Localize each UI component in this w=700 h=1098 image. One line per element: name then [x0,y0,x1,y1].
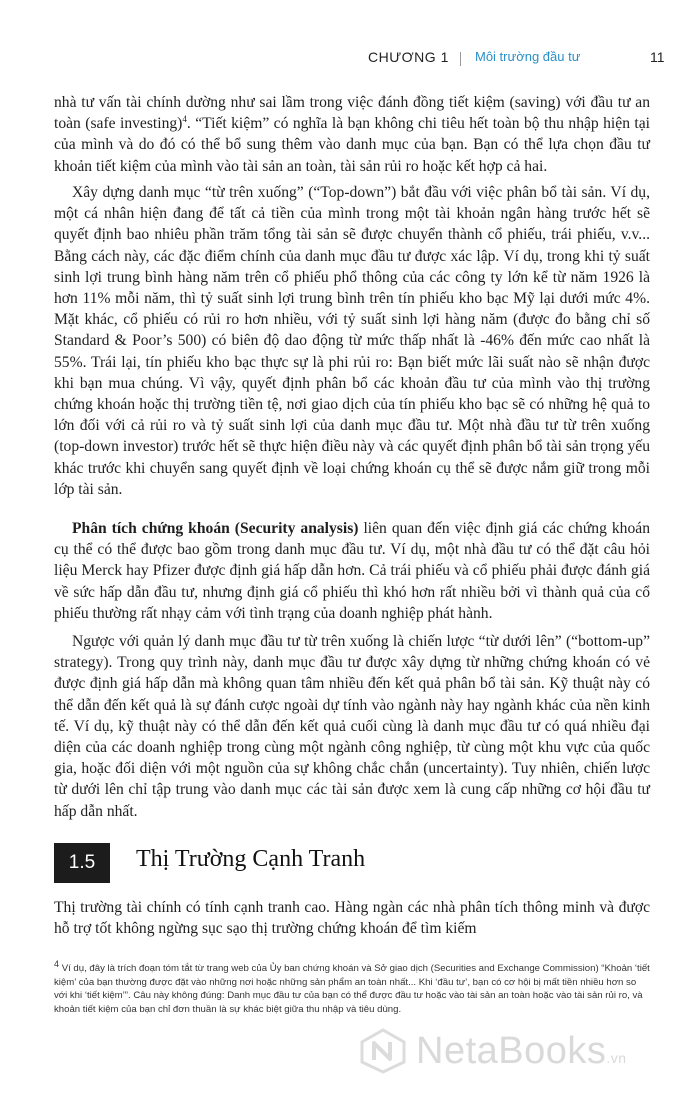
chapter-label: CHƯƠNG 1 [368,49,449,65]
watermark-brand: NetaBooks [416,1030,607,1072]
footnote-mark: 4 [54,958,60,969]
section-number-box: 1.5 [54,843,110,883]
chapter-title: Môi trường đầu tư [475,49,581,64]
paragraph-5: Thị trường tài chính có tính cạnh tranh cao. Hàng ngàn các nhà phân tích thông minh và được hỗ trợ tốt không ngừng sục sạo thị trường chứng khoán để tìm kiếm [54,899,650,938]
paragraph-1-text-a: nhà tư vấn tài chính dường như sai lầm trong việc đánh đồng tiết kiệm (saving) với đầu tư an toàn (safe investing) [54,94,650,133]
paragraph-1 [54,92,650,177]
watermark-suffix: .vn [606,1050,627,1066]
running-header [0,48,700,70]
paragraph-2: Xây dựng danh mục “từ trên xuống” (“Top-down”) bắt đầu với việc phân bổ tài sản. Ví dụ, một cá nhân hiện đang để tất cả tiền của mình trong một tài khoản ngân hàng trước hết sẽ quyết định bao nhiêu phần trăm tổng tài sản sẽ được chuyển thành cổ phiếu, trái phiếu, v.v... Bằng cách này, các đặc điểm chính của danh mục đầu tư được xác lập. Ví dụ, trong khi tỷ suất sinh lợi trung bình hàng năm trên cổ phiếu phổ thông của các công ty lớn kể từ năm 1926 là hơn 11% mỗi năm, thì tỷ suất sinh lợi trung bình trên tín phiếu kho bạc Mỹ lại dưới mức 4%. Mặt khác, cổ phiếu có rủi ro hơn nhiều, với tỷ suất sinh lợi hàng năm (được đo bằng chỉ số Standard & Poor’s 500) có biên độ dao động từ mức thấp nhất là -46% đến mức cao nhất là 55%. Trái lại, tín phiếu kho bạc thực sự là phi rủi ro: Bạn biết mức lãi suất nào sẽ nhận được khi bạn mua chúng. Vì vậy, quyết định phân bổ các khoản đầu tư của mình vào thị trường chứng khoán hoặc thị trường tiền tệ, nơi giao dịch của tín phiếu kho bạc sẽ có những hệ quả to lớn đối với cả rủi ro và tỷ suất sinh lợi của danh mục đầu tư. Một nhà đầu tư từ trên xuống (top-down investor) trước hết sẽ thực hiện điều này và các quyết định phân bổ tài sản trọng yếu khác trước khi chuyển sang quyết định về loại chứng khoán cụ thể sẽ được nắm giữ trong mỗi lớp tài sản. [54,184,650,498]
watermark [360,1022,690,1086]
term-security-analysis: Phân tích chứng khoán (Security analysis) [72,520,359,537]
paragraph-4: Ngược với quản lý danh mục đầu tư từ trên xuống là chiến lược “từ dưới lên” (“bottom-up” strategy). Trong quy trình này, danh mục đầu tư được xây dựng từ những chứng khoán có vẻ được định giá hấp dẫn mà không quan tâm nhiều đến kết quả phân bổ tài sản. Kỹ thuật này có thể dẫn đến kết quả là sự đánh cược ngoài dự tính vào ngành này hay ngành khác của nền kinh tế. Ví dụ, kỹ thuật này có thể dẫn đến kết quả cuối cùng là danh mục đầu tư có quá nhiều đại diện của các doanh nghiệp trong cùng một ngành công nghiệp, từ cùng một khu vực của quốc gia, hoặc đối diện với một nguồn của sự không chắc chắn (uncertainty). Tuy nhiên, chiến lược từ dưới lên chỉ tập trung vào danh mục các tài sản được xem là cung cấp những cơ hội đầu tư hấp dẫn nhất. [54,633,650,820]
section-heading [54,843,650,885]
page-number: 11 [650,49,665,65]
netabooks-logo-icon [360,1028,406,1074]
paragraph-1-text-b: . “Tiết kiệm” có nghĩa là bạn không chi tiêu hết toàn bộ thu nhập hiện tại của mình và do đó có thể bổ sung thêm vào danh mục của bạn. Bạn có thể lựa chọn đầu tư khoản tiết kiệm của mình vào tài sản an toàn, tài sản rủi ro hoặc kết hợp cả hai. [54,115,651,175]
header-divider [460,52,461,66]
section-title: Thị Trường Cạnh Tranh [136,846,366,872]
footnote [54,958,650,1016]
watermark-text [416,1030,627,1073]
footnote-ref[interactable]: 4 [182,114,187,125]
paragraph-3-text: liên quan đến việc định giá các chứng khoán cụ thể có thể được bao gồm trong danh mục đầu tư. Ví dụ, một nhà đầu tư có thể đặt câu hỏi liệu Merck hay Pfizer được định giá hấp dẫn hơn. Cả trái phiếu và cổ phiếu phải được đánh giá về sức hấp dẫn đầu tư, nhưng định giá cổ phiếu thì khó hơn rất nhiều bởi vì thành quả của cổ phiếu thường rất nhạy cảm với tình trạng của doanh nghiệp phát hành. [54,520,650,622]
footnote-text: Ví dụ, đây là trích đoạn tóm tắt từ trang web của Ủy ban chứng khoán và Sở giao dịch (Securities and Exchange Commission) “Khoản ‘tiết kiệm’ của bạn thường được đặt vào những nơi hoặc những sản phẩm an toàn nhất... Khi ‘đầu tư’, bạn có cơ hội bị mất tiền nhiều hơn so với khi ‘tiết kiệm’”. Câu này không đúng: Danh mục đầu tư của bạn có thể được đầu tư hoặc vào tài sản an toàn hoặc vào tài sản rủi ro, và khoản tiết kiệm của bạn chỉ đơn thuần là sự khác biệt giữa thu nhập và tiêu dùng. [54,963,650,1015]
paragraph-3 [54,518,650,624]
